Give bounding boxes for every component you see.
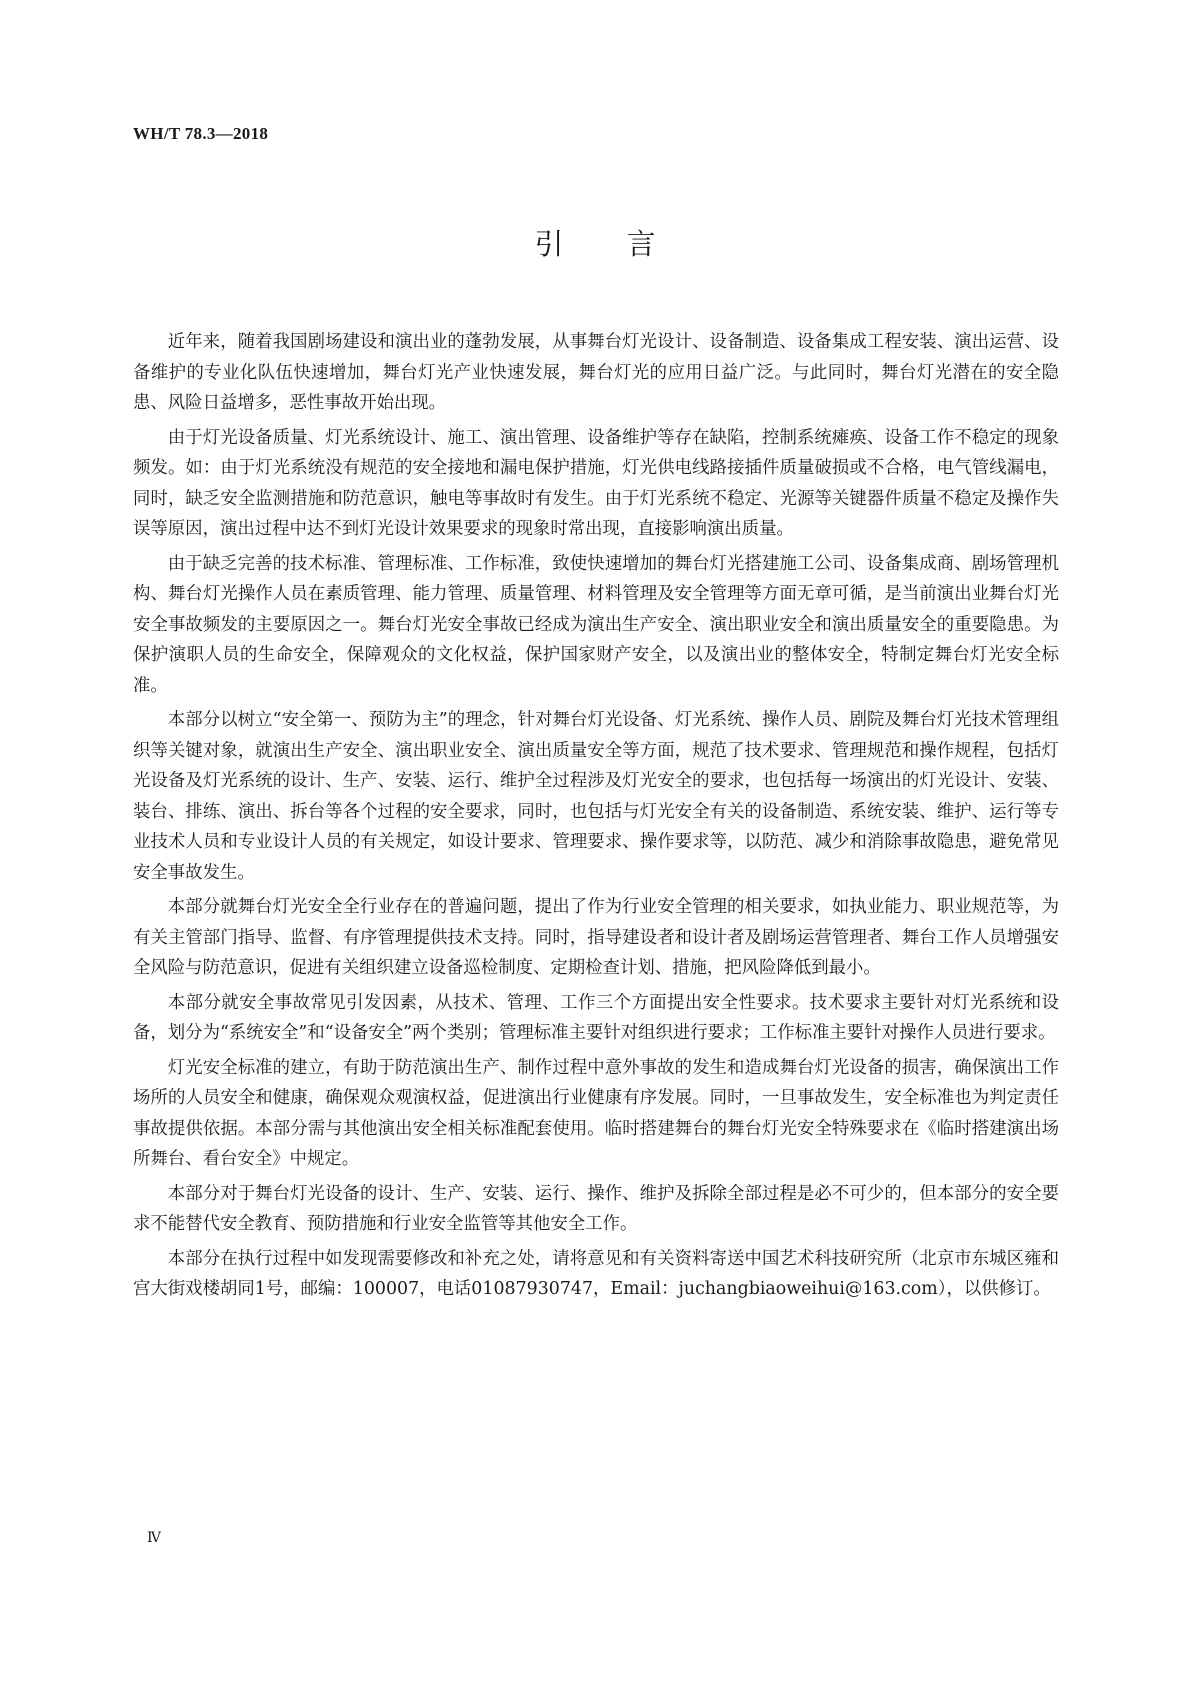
paragraph: 灯光安全标准的建立，有助于防范演出生产、制作过程中意外事故的发生和造成舞台灯光设备的损害，确保演出工作场所的人员安全和健康，确保观众观演权益，促进演出行业健康有序发展。同时，一旦事故发生，安全标准也为判定责任事故提供依据。本部分需与其他演出安全相关标准配套使用。临时搭建舞台的舞台灯光安全特殊要求在《临时搭建演出场所舞台、看台安全》中规定。 bbox=[133, 1057, 1059, 1169]
paragraph: 由于灯光设备质量、灯光系统设计、施工、演出管理、设备维护等存在缺陷，控制系统瘫痪、设备工作不稳定的现象频发。如：由于灯光系统没有规范的安全接地和漏电保护措施，灯光供电线路接插件质量破损或不合格，电气管线漏电，同时，缺乏安全监测措施和防范意识，触电等事故时有发生。由于灯光系统不稳定、光源等关键器件质量不稳定及操作失误等原因，演出过程中达不到灯光设计效果要求的现象时常出现，直接影响演出质量。 bbox=[133, 427, 1059, 539]
page-title bbox=[0, 222, 1191, 263]
paragraph: 本部分就舞台灯光安全全行业存在的普遍问题，提出了作为行业安全管理的相关要求，如执业能力、职业规范等，为有关主管部门指导、监督、有序管理提供技术支持。同时，指导建设者和设计者及剧场运营管理者、舞台工作人员增强安全风险与防范意识，促进有关组织建立设备巡检制度、定期检查计划、措施，把风险降低到最小。 bbox=[133, 897, 1059, 978]
introduction-body bbox=[133, 327, 1059, 1309]
title-char-2: 言 bbox=[626, 227, 657, 261]
paragraph: 本部分以树立“安全第一、预防为主”的理念，针对舞台灯光设备、灯光系统、操作人员、剧院及舞台灯光技术管理组织等关键对象，就演出生产安全、演出职业安全、演出质量安全等方面，规范了技术要求、管理规范和操作规程，包括灯光设备及灯光系统的设计、生产、安装、运行、维护全过程涉及灯光安全的要求，也包括每一场演出的灯光设计、安装、装台、排练、演出、拆台等各个过程的安全要求，同时，也包括与灯光安全有关的设备制造、系统安装、维护、运行等专业技术人员和专业设计人员的有关规定，如设计要求、管理要求、操作要求等，以防范、减少和消除事故隐患，避免常见安全事故发生。 bbox=[133, 710, 1059, 883]
standard-number: WH/T 78.3—2018 bbox=[133, 124, 269, 143]
paragraph: 本部分对于舞台灯光设备的设计、生产、安装、运行、操作、维护及拆除全部过程是必不可少的，但本部分的安全要求不能替代安全教育、预防措施和行业安全监管等其他安全工作。 bbox=[133, 1183, 1059, 1234]
paragraph: 由于缺乏完善的技术标准、管理标准、工作标准，致使快速增加的舞台灯光搭建施工公司、设备集成商、剧场管理机构、舞台灯光操作人员在素质管理、能力管理、质量管理、材料管理及安全管理等方面无章可循，是当前演出业舞台灯光安全事故频发的主要原因之一。舞台灯光安全事故已经成为演出生产安全、演出职业安全和演出质量安全的重要隐患。为保护演职人员的生命安全，保障观众的文化权益，保护国家财产安全，以及演出业的整体安全，特制定舞台灯光安全标准。 bbox=[133, 553, 1059, 696]
paragraph: 本部分就安全事故常见引发因素，从技术、管理、工作三个方面提出安全性要求。技术要求主要针对灯光系统和设备，划分为“系统安全”和“设备安全”两个类别；管理标准主要针对组织进行要求；工作标准主要针对操作人员进行要求。 bbox=[133, 992, 1059, 1043]
title-char-1: 引 bbox=[534, 227, 565, 261]
paragraph: 近年来，随着我国剧场建设和演出业的蓬勃发展，从事舞台灯光设计、设备制造、设备集成工程安装、演出运营、设备维护的专业化队伍快速增加，舞台灯光产业快速发展，舞台灯光的应用日益广泛。与此同时，舞台灯光潜在的安全隐患、风险日益增多，恶性事故开始出现。 bbox=[133, 332, 1059, 413]
paragraph: 本部分在执行过程中如发现需要修改和补充之处，请将意见和有关资料寄送中国艺术科技研究所（北京市东城区雍和宫大街戏楼胡同1号，邮编：100007，电话01087930747，Email：juchangbiaoweihui@163.com），以供修订。 bbox=[133, 1248, 1059, 1299]
page-number: Ⅳ bbox=[147, 1531, 161, 1546]
